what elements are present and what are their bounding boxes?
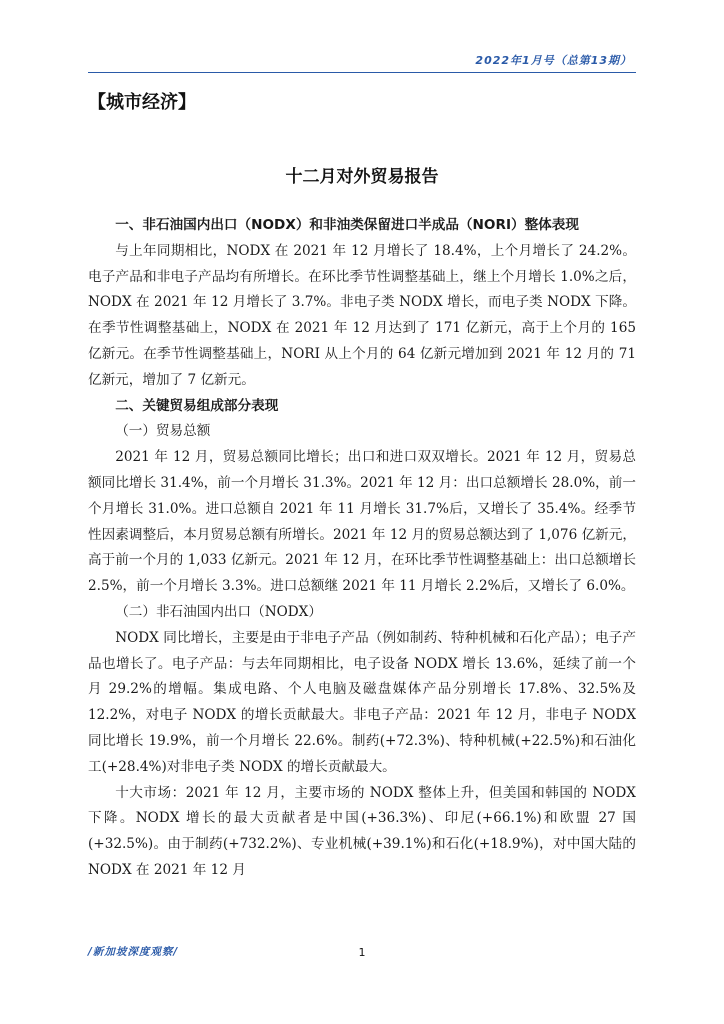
paragraph-total-trade: 2021 年 12 月，贸易总额同比增长；出口和进口双双增长。2021 年 12 月，贸易总额同比增长 31.4%，前一个月增长 31.3%。2021 年 12 月：出口总额增长 28.0%，前一个月增长 31.0%。进口总额自 2021 年 11 月增长 31.7%后，又增长了 35.4%。经季节性因素调整后，本月贸易总额有所增长。2021 年 12 月的贸易总额达到了 1,076 亿新元，高于前一个月的 1,033 亿新元。2021 年 12 月，在环比季节性调整基础上：出口总额增长 2.5%，前一个月增长 3.3%。进口总额继 2021 年 11 月增长 2.2%后，又增长了 6.0%。 [88,449,636,595]
heading-overall-performance: 一、非石油国内出口（NODX）和非油类保留进口半成品（NORI）整体表现 [115,217,579,233]
issue-label: 2022年1月号（总第13期） [475,54,632,67]
paragraph-overall: 与上年同期相比，NODX 在 2021 年 12 月增长了 18.4%，上个月增长了 24.2%。电子产品和非电子产品均有所增长。在环比季节性调整基础上，继上个月增长 1.0%之后，NODX 在 2021 年 12 月增长了 3.7%。非电子类 NODX 增长，而电子类 NODX 下降。在季节性调整基础上，NODX 在 2021 年 12 月达到了 171 亿新元，高于上个月的 165 亿新元。在季节性调整基础上，NORI 从上个月的 64 亿新元增加到 2021 年 12 月的 71 亿新元，增加了 7 亿新元。 [88,242,636,388]
paragraph-nodx-products: NODX 同比增长，主要是由于非电子产品（例如制药、特种机械和石化产品）；电子产品也增长了。电子产品：与去年同期相比，电子设备 NODX 增长 13.6%，延续了前一个月 29.2%的增幅。集成电路、个人电脑及磁盘媒体产品分别增长 17.8%、32.5%及 12.2%，对电子 NODX 的增长贡献最大。非电子产品：2021 年 12 月，非电子 NODX 同比增长 19.9%，前一个月增长 22.6%。制药(+72.3%)、特种机械(+22.5%)和石油化工(+28.4%)对非电子类 NODX 的增长贡献最大。 [88,629,636,775]
page-number: 1 [358,946,366,959]
document-title: 十二月对外贸易报告 [285,167,439,187]
subheading-total-trade: （一）贸易总额 [115,423,211,440]
paragraph-top-markets: 十大市场：2021 年 12 月，主要市场的 NODX 整体上升，但美国和韩国的 NODX 下降。NODX 增长的最大贡献者是中国(+36.3%)、印尼(+66.1%)和欧盟 27 国(+32.5%)。由于制药(+732.2%)、专业机械(+39.1%)和石化(+18.9%)，对中国大陆的 NODX 在 2021 年 12 月 [88,784,636,878]
subheading-nodx: （二）非石油国内出口（NODX） [115,603,322,620]
section-tag: 【城市经济】 [88,92,196,113]
heading-key-components: 二、关键贸易组成部分表现 [115,397,279,414]
article-body [88,213,636,884]
publication-name: /新加坡深度观察/ [88,946,179,958]
header-divider [88,72,636,73]
